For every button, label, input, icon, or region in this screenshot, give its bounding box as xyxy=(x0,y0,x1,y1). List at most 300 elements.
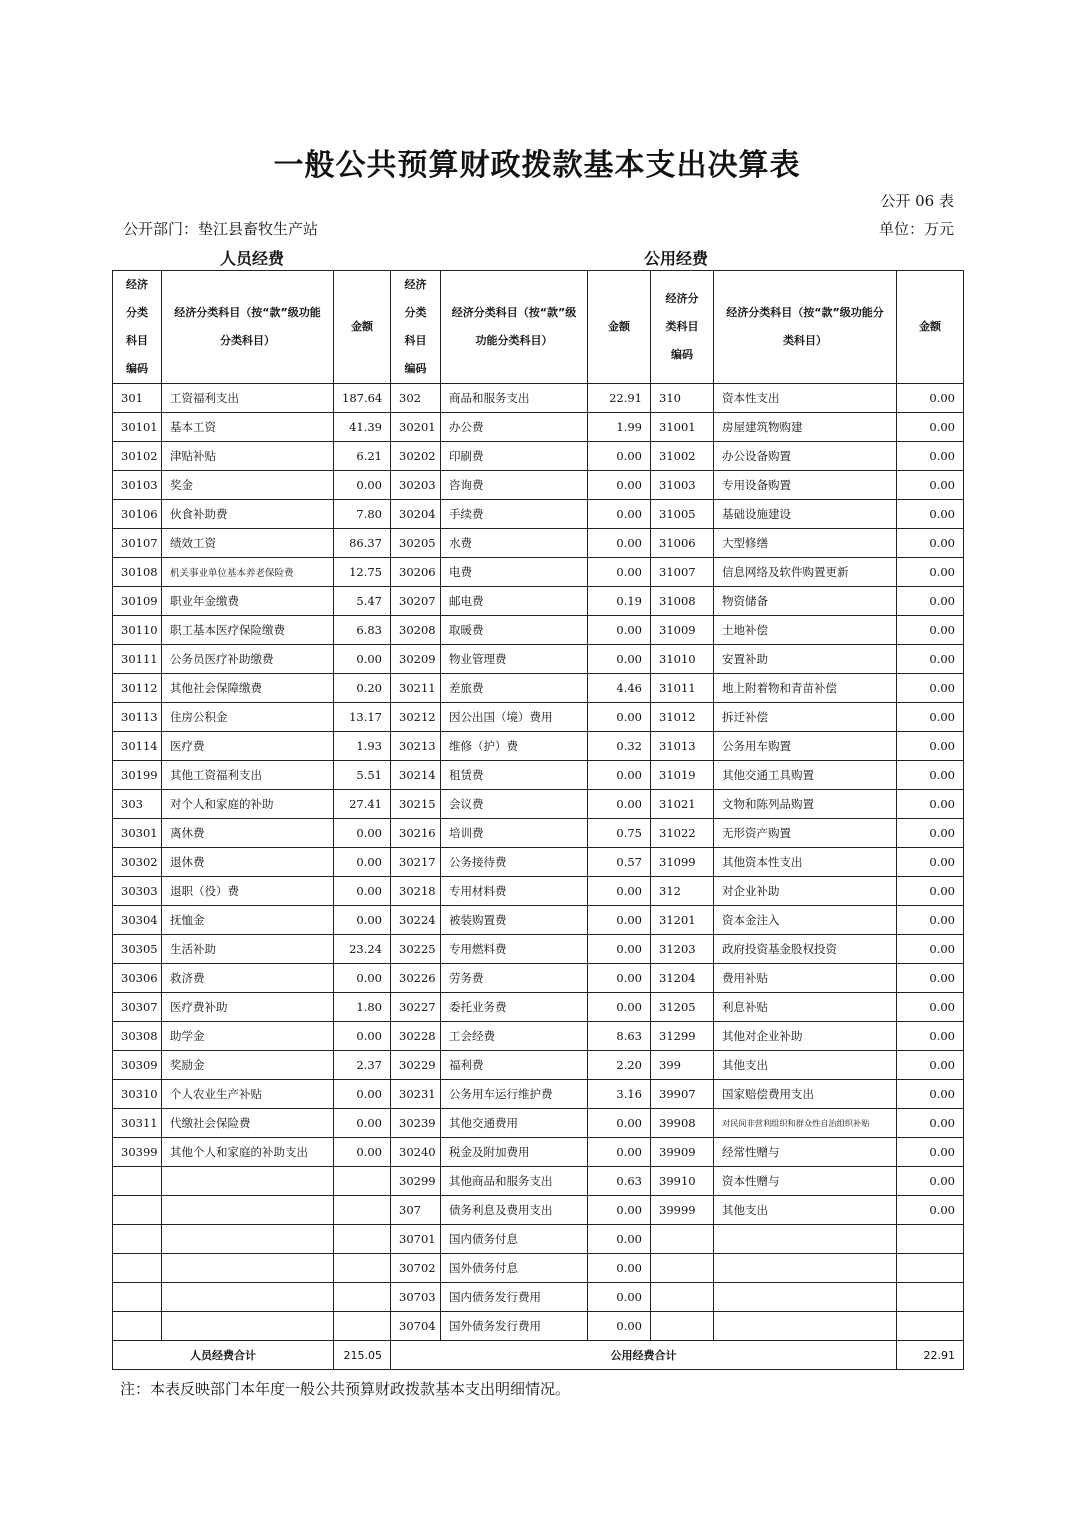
cell-amount-1 xyxy=(334,1283,391,1312)
cell-amount-2: 0.00 xyxy=(588,790,651,819)
cell-code-3: 31006 xyxy=(651,529,714,558)
cell-name-3: 无形资产购置 xyxy=(714,819,897,848)
cell-name-3 xyxy=(714,1254,897,1283)
cell-amount-1: 0.00 xyxy=(334,906,391,935)
section-public: 公用经费 xyxy=(644,249,709,268)
cell-code-2: 30226 xyxy=(391,964,441,993)
cell-code-1: 30399 xyxy=(113,1138,162,1167)
cell-name-3: 政府投资基金股权投资 xyxy=(714,935,897,964)
cell-name-2: 取暖费 xyxy=(441,616,588,645)
cell-name-3: 其他资本性支出 xyxy=(714,848,897,877)
cell-amount-1: 27.41 xyxy=(334,790,391,819)
cell-amount-2: 22.91 xyxy=(588,384,651,413)
cell-code-1: 30308 xyxy=(113,1022,162,1051)
cell-name-3: 文物和陈列品购置 xyxy=(714,790,897,819)
cell-code-3: 31203 xyxy=(651,935,714,964)
cell-name-1: 其他工资福利支出 xyxy=(162,761,334,790)
cell-code-1: 30107 xyxy=(113,529,162,558)
cell-amount-3 xyxy=(897,1283,964,1312)
cell-amount-3: 0.00 xyxy=(897,587,964,616)
cell-code-3: 399 xyxy=(651,1051,714,1080)
cell-name-3: 对民间非营利组织和群众性自治组织补贴 xyxy=(714,1109,897,1138)
cell-code-2: 30227 xyxy=(391,993,441,1022)
cell-name-1: 工资福利支出 xyxy=(162,384,334,413)
cell-amount-3: 0.00 xyxy=(897,761,964,790)
cell-name-3: 其他对企业补助 xyxy=(714,1022,897,1051)
cell-name-3: 专用设备购置 xyxy=(714,471,897,500)
table-row xyxy=(113,819,964,848)
cell-code-2: 30202 xyxy=(391,442,441,471)
cell-amount-2: 0.00 xyxy=(588,500,651,529)
cell-amount-2: 0.00 xyxy=(588,1312,651,1341)
cell-code-3 xyxy=(651,1225,714,1254)
cell-amount-2: 0.00 xyxy=(588,1225,651,1254)
table-row xyxy=(113,413,964,442)
table-row xyxy=(113,384,964,413)
cell-name-3: 其他交通工具购置 xyxy=(714,761,897,790)
header-amount-1: 金额 xyxy=(334,271,391,384)
cell-amount-1: 1.93 xyxy=(334,732,391,761)
cell-name-1: 医疗费补助 xyxy=(162,993,334,1022)
cell-code-1 xyxy=(113,1283,162,1312)
cell-code-3: 39908 xyxy=(651,1109,714,1138)
table-row xyxy=(113,558,964,587)
cell-code-2: 30217 xyxy=(391,848,441,877)
cell-name-3: 资本性支出 xyxy=(714,384,897,413)
cell-code-2: 30203 xyxy=(391,471,441,500)
cell-amount-2: 0.00 xyxy=(588,529,651,558)
cell-name-1: 救济费 xyxy=(162,964,334,993)
cell-code-3: 31021 xyxy=(651,790,714,819)
table-header-row xyxy=(113,271,964,384)
cell-name-3: 资本金注入 xyxy=(714,906,897,935)
cell-name-1 xyxy=(162,1254,334,1283)
cell-code-2: 30204 xyxy=(391,500,441,529)
cell-code-3: 31201 xyxy=(651,906,714,935)
cell-name-3: 办公设备购置 xyxy=(714,442,897,471)
cell-amount-1: 23.24 xyxy=(334,935,391,964)
cell-amount-3: 0.00 xyxy=(897,1138,964,1167)
cell-name-3: 公务用车购置 xyxy=(714,732,897,761)
table-row xyxy=(113,993,964,1022)
cell-amount-1 xyxy=(334,1196,391,1225)
table-row xyxy=(113,442,964,471)
cell-name-3: 基础设施建设 xyxy=(714,500,897,529)
cell-amount-1: 13.17 xyxy=(334,703,391,732)
cell-code-1: 30109 xyxy=(113,587,162,616)
cell-amount-1: 0.00 xyxy=(334,964,391,993)
cell-amount-2: 1.99 xyxy=(588,413,651,442)
cell-name-3: 房屋建筑物购建 xyxy=(714,413,897,442)
cell-name-2: 其他交通费用 xyxy=(441,1109,588,1138)
cell-amount-3: 0.00 xyxy=(897,1051,964,1080)
table-row xyxy=(113,1080,964,1109)
cell-name-3: 地上附着物和青苗补偿 xyxy=(714,674,897,703)
cell-code-1: 30307 xyxy=(113,993,162,1022)
cell-amount-1: 0.00 xyxy=(334,877,391,906)
table-row xyxy=(113,1022,964,1051)
cell-name-2: 被装购置费 xyxy=(441,906,588,935)
cell-name-2: 其他商品和服务支出 xyxy=(441,1167,588,1196)
cell-name-3: 土地补偿 xyxy=(714,616,897,645)
personnel-total-amount: 215.05 xyxy=(334,1341,391,1370)
cell-name-2: 国外债务发行费用 xyxy=(441,1312,588,1341)
cell-amount-3: 0.00 xyxy=(897,790,964,819)
cell-amount-3: 0.00 xyxy=(897,674,964,703)
cell-amount-1 xyxy=(334,1225,391,1254)
cell-name-1: 职业年金缴费 xyxy=(162,587,334,616)
cell-amount-3 xyxy=(897,1312,964,1341)
cell-code-1: 30306 xyxy=(113,964,162,993)
cell-amount-1: 1.80 xyxy=(334,993,391,1022)
cell-code-1: 30311 xyxy=(113,1109,162,1138)
cell-name-3: 其他支出 xyxy=(714,1051,897,1080)
footnote: 注：本表反映部门本年度一般公共预算财政拨款基本支出明细情况。 xyxy=(120,1380,571,1398)
cell-code-1 xyxy=(113,1196,162,1225)
cell-name-2: 国内债务付息 xyxy=(441,1225,588,1254)
cell-amount-2: 4.46 xyxy=(588,674,651,703)
cell-code-2: 30704 xyxy=(391,1312,441,1341)
cell-code-1 xyxy=(113,1167,162,1196)
cell-name-2: 差旅费 xyxy=(441,674,588,703)
cell-amount-3: 0.00 xyxy=(897,935,964,964)
cell-name-2: 邮电费 xyxy=(441,587,588,616)
cell-code-2: 30218 xyxy=(391,877,441,906)
cell-name-1: 其他个人和家庭的补助支出 xyxy=(162,1138,334,1167)
table-row xyxy=(113,1167,964,1196)
cell-code-3: 31010 xyxy=(651,645,714,674)
cell-amount-2: 0.00 xyxy=(588,558,651,587)
cell-code-1: 30111 xyxy=(113,645,162,674)
cell-code-2: 30211 xyxy=(391,674,441,703)
cell-code-3: 39999 xyxy=(651,1196,714,1225)
cell-code-1: 30114 xyxy=(113,732,162,761)
cell-name-3: 信息网络及软件购置更新 xyxy=(714,558,897,587)
cell-amount-1: 7.80 xyxy=(334,500,391,529)
cell-code-3: 31012 xyxy=(651,703,714,732)
cell-amount-2: 0.00 xyxy=(588,1138,651,1167)
cell-amount-1: 187.64 xyxy=(334,384,391,413)
cell-code-3: 31099 xyxy=(651,848,714,877)
cell-code-1 xyxy=(113,1312,162,1341)
cell-amount-2: 0.00 xyxy=(588,964,651,993)
cell-code-3: 39910 xyxy=(651,1167,714,1196)
cell-name-2: 专用燃料费 xyxy=(441,935,588,964)
cell-name-1 xyxy=(162,1167,334,1196)
cell-name-2: 公务用车运行维护费 xyxy=(441,1080,588,1109)
cell-name-2: 手续费 xyxy=(441,500,588,529)
header-name-2: 经济分类科目（按“款”级 功能分类科目） xyxy=(441,271,588,384)
table-row xyxy=(113,848,964,877)
cell-code-1: 30309 xyxy=(113,1051,162,1080)
cell-amount-2: 2.20 xyxy=(588,1051,651,1080)
cell-name-2: 福利费 xyxy=(441,1051,588,1080)
cell-amount-2: 0.00 xyxy=(588,1196,651,1225)
table-row xyxy=(113,616,964,645)
table-row xyxy=(113,1109,964,1138)
cell-name-1: 公务员医疗补助缴费 xyxy=(162,645,334,674)
cell-code-1: 30110 xyxy=(113,616,162,645)
cell-name-2: 国内债务发行费用 xyxy=(441,1283,588,1312)
cell-amount-3: 0.00 xyxy=(897,732,964,761)
cell-name-2: 公务接待费 xyxy=(441,848,588,877)
header-amount-3: 金额 xyxy=(897,271,964,384)
cell-amount-1: 2.37 xyxy=(334,1051,391,1080)
cell-name-3: 经常性赠与 xyxy=(714,1138,897,1167)
cell-name-3 xyxy=(714,1283,897,1312)
cell-name-2: 办公费 xyxy=(441,413,588,442)
cell-name-1: 住房公积金 xyxy=(162,703,334,732)
cell-amount-1 xyxy=(334,1312,391,1341)
cell-amount-1: 86.37 xyxy=(334,529,391,558)
cell-amount-3: 0.00 xyxy=(897,384,964,413)
table-row xyxy=(113,645,964,674)
header-amount-2: 金额 xyxy=(588,271,651,384)
cell-code-2: 30229 xyxy=(391,1051,441,1080)
table-row xyxy=(113,587,964,616)
cell-name-2: 电费 xyxy=(441,558,588,587)
cell-name-3 xyxy=(714,1312,897,1341)
page-title: 一般公共预算财政拨款基本支出决算表 xyxy=(273,148,801,183)
cell-amount-1: 0.00 xyxy=(334,1109,391,1138)
cell-amount-3: 0.00 xyxy=(897,500,964,529)
cell-code-1: 301 xyxy=(113,384,162,413)
cell-amount-2: 0.57 xyxy=(588,848,651,877)
cell-name-1: 医疗费 xyxy=(162,732,334,761)
cell-amount-1: 0.20 xyxy=(334,674,391,703)
table-row xyxy=(113,761,964,790)
cell-name-1 xyxy=(162,1196,334,1225)
cell-code-2: 30239 xyxy=(391,1109,441,1138)
table-row xyxy=(113,1051,964,1080)
cell-name-1: 奖励金 xyxy=(162,1051,334,1080)
cell-amount-2: 0.00 xyxy=(588,471,651,500)
cell-code-3 xyxy=(651,1312,714,1341)
cell-amount-2: 0.32 xyxy=(588,732,651,761)
cell-amount-3: 0.00 xyxy=(897,413,964,442)
cell-code-2: 30228 xyxy=(391,1022,441,1051)
public-total-amount: 22.91 xyxy=(897,1341,964,1370)
cell-code-2: 307 xyxy=(391,1196,441,1225)
cell-amount-1: 6.21 xyxy=(334,442,391,471)
table-row xyxy=(113,1283,964,1312)
table-row xyxy=(113,674,964,703)
cell-name-2: 商品和服务支出 xyxy=(441,384,588,413)
cell-code-1: 30112 xyxy=(113,674,162,703)
cell-amount-1: 0.00 xyxy=(334,1022,391,1051)
cell-amount-1: 0.00 xyxy=(334,645,391,674)
cell-amount-1: 0.00 xyxy=(334,1080,391,1109)
cell-name-3: 费用补贴 xyxy=(714,964,897,993)
cell-name-1: 基本工资 xyxy=(162,413,334,442)
cell-amount-1: 0.00 xyxy=(334,1138,391,1167)
cell-code-3: 31003 xyxy=(651,471,714,500)
cell-code-2: 30213 xyxy=(391,732,441,761)
cell-amount-1 xyxy=(334,1254,391,1283)
cell-amount-2: 0.00 xyxy=(588,761,651,790)
totals-row xyxy=(113,1341,964,1370)
cell-amount-3: 0.00 xyxy=(897,848,964,877)
cell-code-1 xyxy=(113,1254,162,1283)
cell-name-1: 生活补助 xyxy=(162,935,334,964)
cell-code-1: 30108 xyxy=(113,558,162,587)
cell-code-2: 30701 xyxy=(391,1225,441,1254)
cell-name-3: 其他支出 xyxy=(714,1196,897,1225)
table-row xyxy=(113,1254,964,1283)
cell-amount-2: 0.00 xyxy=(588,1109,651,1138)
cell-name-1: 对个人和家庭的补助 xyxy=(162,790,334,819)
cell-name-2: 培训费 xyxy=(441,819,588,848)
cell-name-2: 委托业务费 xyxy=(441,993,588,1022)
cell-code-3 xyxy=(651,1254,714,1283)
cell-code-1: 30303 xyxy=(113,877,162,906)
header-code-2: 经济 分类 科目 编码 xyxy=(391,271,441,384)
cell-code-3: 31008 xyxy=(651,587,714,616)
table-row xyxy=(113,790,964,819)
cell-code-2: 30207 xyxy=(391,587,441,616)
cell-amount-3: 0.00 xyxy=(897,819,964,848)
cell-amount-3 xyxy=(897,1225,964,1254)
cell-name-2: 维修（护）费 xyxy=(441,732,588,761)
cell-amount-1: 12.75 xyxy=(334,558,391,587)
cell-code-3: 31019 xyxy=(651,761,714,790)
cell-code-3: 31022 xyxy=(651,819,714,848)
cell-amount-1: 0.00 xyxy=(334,819,391,848)
cell-name-3 xyxy=(714,1225,897,1254)
table-row xyxy=(113,529,964,558)
cell-amount-2: 0.00 xyxy=(588,935,651,964)
cell-code-3: 39907 xyxy=(651,1080,714,1109)
cell-name-1 xyxy=(162,1312,334,1341)
cell-code-3: 310 xyxy=(651,384,714,413)
cell-code-1: 30102 xyxy=(113,442,162,471)
cell-name-2: 租赁费 xyxy=(441,761,588,790)
cell-amount-2: 8.63 xyxy=(588,1022,651,1051)
cell-amount-3: 0.00 xyxy=(897,906,964,935)
cell-code-1: 30103 xyxy=(113,471,162,500)
section-personnel: 人员经费 xyxy=(220,249,285,268)
cell-amount-3: 0.00 xyxy=(897,877,964,906)
cell-name-1: 伙食补助费 xyxy=(162,500,334,529)
cell-code-1: 30113 xyxy=(113,703,162,732)
cell-amount-3: 0.00 xyxy=(897,529,964,558)
cell-code-3: 31005 xyxy=(651,500,714,529)
cell-code-2: 30215 xyxy=(391,790,441,819)
cell-amount-3: 0.00 xyxy=(897,964,964,993)
cell-code-1: 30302 xyxy=(113,848,162,877)
cell-code-3: 31013 xyxy=(651,732,714,761)
cell-code-3: 31001 xyxy=(651,413,714,442)
cell-amount-1: 6.83 xyxy=(334,616,391,645)
cell-amount-3: 0.00 xyxy=(897,1022,964,1051)
cell-name-1: 津贴补贴 xyxy=(162,442,334,471)
cell-name-3: 拆迁补偿 xyxy=(714,703,897,732)
form-number: 公开 06 表 xyxy=(880,192,954,210)
cell-code-3: 31002 xyxy=(651,442,714,471)
table-row xyxy=(113,877,964,906)
cell-name-1: 其他社会保障缴费 xyxy=(162,674,334,703)
cell-name-2: 物业管理费 xyxy=(441,645,588,674)
table-row xyxy=(113,1196,964,1225)
cell-amount-1: 5.47 xyxy=(334,587,391,616)
personnel-total-label: 人员经费合计 xyxy=(113,1341,334,1370)
cell-amount-3: 0.00 xyxy=(897,442,964,471)
cell-name-3: 国家赔偿费用支出 xyxy=(714,1080,897,1109)
cell-code-3 xyxy=(651,1283,714,1312)
cell-code-2: 30231 xyxy=(391,1080,441,1109)
cell-amount-3: 0.00 xyxy=(897,558,964,587)
cell-name-2: 国外债务付息 xyxy=(441,1254,588,1283)
cell-amount-3: 0.00 xyxy=(897,471,964,500)
cell-amount-2: 3.16 xyxy=(588,1080,651,1109)
cell-name-2: 债务利息及费用支出 xyxy=(441,1196,588,1225)
cell-amount-3: 0.00 xyxy=(897,616,964,645)
cell-amount-2: 0.00 xyxy=(588,703,651,732)
cell-code-3: 31011 xyxy=(651,674,714,703)
cell-code-2: 30209 xyxy=(391,645,441,674)
cell-code-1: 30101 xyxy=(113,413,162,442)
header-code-1: 经济 分类 科目 编码 xyxy=(113,271,162,384)
cell-amount-2: 0.00 xyxy=(588,442,651,471)
cell-code-1: 30305 xyxy=(113,935,162,964)
cell-amount-3: 0.00 xyxy=(897,993,964,1022)
cell-code-1: 30310 xyxy=(113,1080,162,1109)
cell-amount-2: 0.75 xyxy=(588,819,651,848)
cell-name-1: 绩效工资 xyxy=(162,529,334,558)
cell-amount-3: 0.00 xyxy=(897,645,964,674)
table-row xyxy=(113,703,964,732)
table-row xyxy=(113,964,964,993)
cell-amount-1: 0.00 xyxy=(334,471,391,500)
cell-code-3: 39909 xyxy=(651,1138,714,1167)
department-label: 公开部门：垫江县畜牧生产站 xyxy=(123,220,319,238)
cell-amount-2: 0.00 xyxy=(588,1254,651,1283)
public-total-label: 公用经费合计 xyxy=(391,1341,897,1370)
cell-code-3: 31299 xyxy=(651,1022,714,1051)
cell-name-2: 专用材料费 xyxy=(441,877,588,906)
cell-amount-1: 5.51 xyxy=(334,761,391,790)
header-code-3: 经济分 类科目 编码 xyxy=(651,271,714,384)
cell-amount-2: 0.00 xyxy=(588,1283,651,1312)
cell-code-2: 30206 xyxy=(391,558,441,587)
cell-code-2: 30214 xyxy=(391,761,441,790)
cell-amount-2: 0.63 xyxy=(588,1167,651,1196)
cell-code-2: 30208 xyxy=(391,616,441,645)
cell-amount-3: 0.00 xyxy=(897,1167,964,1196)
cell-name-1: 个人农业生产补贴 xyxy=(162,1080,334,1109)
cell-name-2: 会议费 xyxy=(441,790,588,819)
cell-amount-2: 0.00 xyxy=(588,906,651,935)
header-name-1: 经济分类科目（按“款”级功能 分类科目） xyxy=(162,271,334,384)
table-row xyxy=(113,1312,964,1341)
cell-code-2: 30703 xyxy=(391,1283,441,1312)
table-row xyxy=(113,500,964,529)
cell-name-2: 税金及附加费用 xyxy=(441,1138,588,1167)
cell-amount-3 xyxy=(897,1254,964,1283)
cell-name-2: 水费 xyxy=(441,529,588,558)
cell-code-1: 30301 xyxy=(113,819,162,848)
cell-code-2: 30299 xyxy=(391,1167,441,1196)
cell-code-1 xyxy=(113,1225,162,1254)
cell-code-1: 303 xyxy=(113,790,162,819)
cell-code-2: 302 xyxy=(391,384,441,413)
unit-label: 单位：万元 xyxy=(878,220,954,238)
cell-code-2: 30212 xyxy=(391,703,441,732)
cell-name-2: 因公出国（境）费用 xyxy=(441,703,588,732)
cell-code-1: 30304 xyxy=(113,906,162,935)
cell-amount-1 xyxy=(334,1167,391,1196)
table-row xyxy=(113,1225,964,1254)
